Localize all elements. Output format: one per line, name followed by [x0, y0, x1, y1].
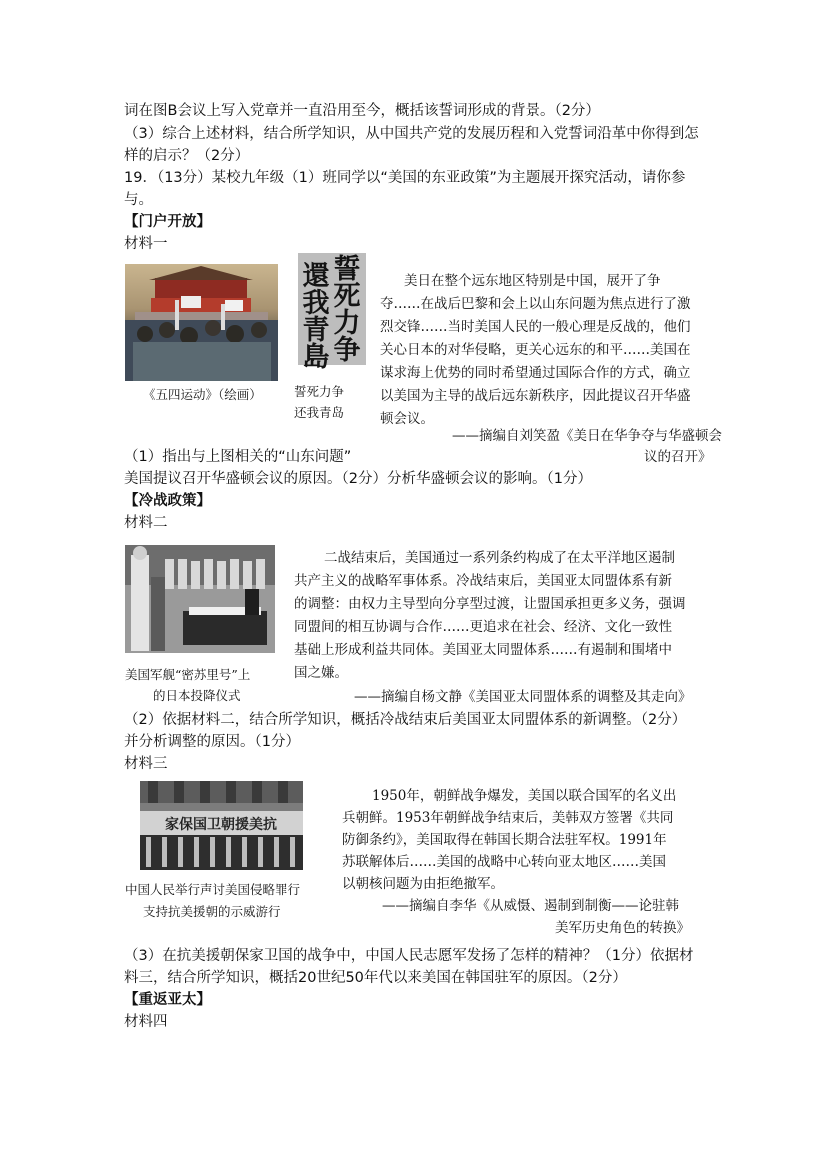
- calligraphy-char: 力: [333, 308, 361, 339]
- material-3-source-line-1: ——摘编自李华《从威慑、遏制到制衡——论驻韩: [382, 898, 679, 914]
- question-3b-line-2: 料三，结合所学知识，概括20世纪50年代以来美国在韩国驻军的原因。（2分）: [124, 970, 627, 986]
- material-3-text-line: 防御条约》，美国取得在韩国长期合法驻军权。1991年: [342, 832, 667, 848]
- surrender-ceremony-drawing: [125, 545, 275, 653]
- may-fourth-caption: 《五四运动》（绘画）: [143, 387, 262, 402]
- material-3-text-line: 兵朝鲜。1953年朝鲜战争结束后，美韩双方签署《共同: [342, 810, 674, 826]
- protest-march-drawing: [140, 781, 303, 870]
- calligraphy-char: 争: [333, 335, 361, 366]
- material-1-text-line: 夺……在战后巴黎和会上以山东问题为焦点进行了激: [380, 296, 691, 312]
- question-3-line-2: 样的启示？（2分）: [124, 148, 250, 164]
- material-1-label: 材料一: [124, 236, 168, 252]
- question-3-line-1: （3）综合上述材料，结合所学知识，从中国共产党的发展历程和入党誓词沿革中你得到怎: [124, 126, 699, 142]
- question-19-line-2: 与。: [124, 192, 153, 208]
- calligraphy-slogan-image: [298, 253, 366, 373]
- material-1-text-line: 烈交锋……当时美国人民的一般心理是反战的，他们: [380, 319, 691, 335]
- material-1-text-line: 顿会议。: [380, 411, 434, 427]
- question-1-line-2: 美国提议召开华盛顿会议的原因。（2分）分析华盛顿会议的影响。（1分）: [124, 471, 592, 487]
- material-3-label: 材料三: [124, 756, 168, 772]
- material-3-text-line: 苏联解体后……美国的战略中心转向亚太地区……美国: [342, 854, 666, 870]
- material-1-text-line: 以美国为主导的战后远东新秩序，因此提议召开华盛: [380, 388, 691, 404]
- material-3-text-line: 1950年，朝鲜战争爆发，美国以联合国军的名义出: [372, 788, 677, 804]
- material-2-source: ——摘编自杨文静《美国亚太同盟体系的调整及其走向》: [354, 689, 692, 705]
- surrender-ceremony-photo: [125, 545, 275, 653]
- calligraphy-caption-line-1: 誓死力争: [294, 384, 345, 399]
- material-4-label: 材料四: [124, 1014, 168, 1030]
- calligraphy-char: 我: [302, 288, 330, 319]
- material-2-text-line: 同盟间的相互协调与合作……更追求在社会、经济、文化一致性: [294, 619, 672, 635]
- question-1-line-1: （1）指出与上图相关的“山东问题”: [124, 449, 352, 465]
- material-1-source-line-2: 议的召开》: [644, 449, 712, 465]
- material-2-text-line: 国之嫌。: [294, 665, 348, 681]
- protest-banner-text: 家保国卫朝援美抗: [165, 817, 277, 833]
- material-1-source-line-1: ——摘编自刘笑盈《美日在华争夺与华盛顿会: [452, 428, 722, 444]
- question-3b-line-1: （3）在抗美援朝保家卫国的战争中，中国人民志愿军发扬了怎样的精神？（1分）依据材: [124, 948, 694, 964]
- material-1-text-line: 美日在整个远东地区特别是中国，展开了争: [404, 273, 661, 289]
- material-2-label: 材料二: [124, 515, 168, 531]
- question-2-line-2: 并分析调整的原因。（1分）: [124, 734, 300, 750]
- question-19-line-1: 19．（13分）某校九年级（1）班同学以“美国的东亚政策”为主题展开探究活动，请你参: [124, 170, 686, 186]
- material-2-text-line: 二战结束后，美国通过一系列条约构成了在太平洋地区遏制: [324, 550, 675, 566]
- section-heading-return-to-asia: 【重返亚太】: [124, 992, 211, 1008]
- material-2-text-line: 基础上形成利益共同体。美国亚太同盟体系……有遏制和围堵中: [294, 642, 672, 658]
- calligraphy-caption-line-2: 还我青岛: [294, 405, 345, 420]
- protest-caption-line-2: 支持抗美援朝的示威游行: [143, 904, 281, 919]
- material-1-text-line: 关心日本的对华侵略，更关心远东的和平……美国在: [380, 342, 691, 358]
- protest-march-photo: [140, 781, 303, 870]
- may-fourth-painting: [125, 264, 278, 381]
- section-heading-cold-war: 【冷战政策】: [124, 493, 211, 509]
- protest-caption-line-1: 中国人民举行声讨美国侵略罪行: [125, 882, 301, 897]
- calligraphy-char: 死: [333, 281, 361, 312]
- material-1-text-line: 谋求海上优势的同时希望通过国际合作的方式，确立: [380, 365, 691, 381]
- question-2-line-1: （2）依据材料二，结合所学知识，概括冷战结束后美国亚太同盟体系的新调整。（2分）: [124, 712, 687, 728]
- surrender-caption-line-1: 美国军舰“密苏里号”上: [125, 667, 251, 682]
- material-3-source-line-2: 美军历史角色的转换》: [555, 920, 690, 936]
- surrender-caption-line-2: 的日本投降仪式: [153, 688, 241, 703]
- intro-line-1: 词在图B会议上写入党章并一直沿用至今，概括该誓词形成的背景。（2分）: [124, 103, 600, 119]
- section-heading-open-door: 【门户开放】: [124, 214, 211, 230]
- calligraphy-char: 誓: [333, 254, 361, 285]
- calligraphy-char: 還: [302, 261, 330, 292]
- calligraphy-char: 島: [302, 342, 330, 373]
- may-fourth-painting-drawing: [125, 264, 278, 381]
- material-2-text-line: 共产主义的战略军事体系。冷战结束后，美国亚太同盟体系有新: [294, 573, 672, 589]
- material-2-text-line: 的调整：由权力主导型向分享型过渡，让盟国承担更多义务，强调: [294, 596, 686, 612]
- material-3-text-line: 以朝核问题为由拒绝撤军。: [342, 876, 504, 892]
- calligraphy-char: 青: [302, 315, 330, 346]
